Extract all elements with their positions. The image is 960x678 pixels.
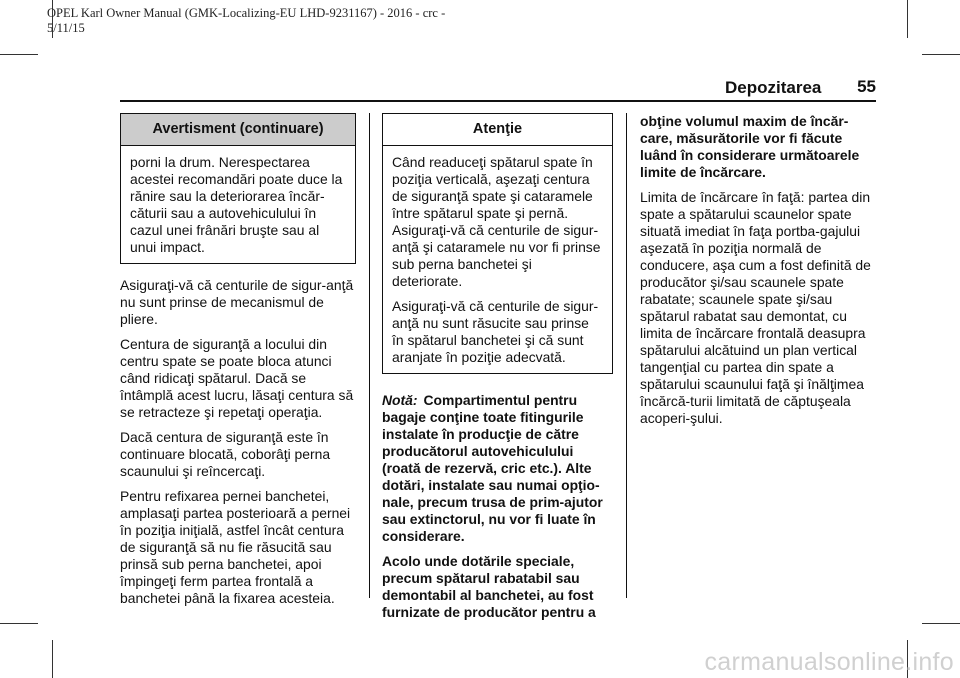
crop-mark xyxy=(907,0,908,38)
warning-text: porni la drum. Nerespectarea acestei recomandări poate duce la rănire sau la deteriorarea încăr-căturii sau a autovehiculului în cazul unei frânări bruşte sau al unui impact. xyxy=(130,154,343,255)
crop-mark xyxy=(52,640,53,678)
crop-mark xyxy=(0,623,38,624)
caution-text: Asiguraţi-vă că centurile de sigur-anţă nu sunt răsucite sau prinse în spătarul banchetei şi că sunt aranjate în poziţie adecvată. xyxy=(392,298,599,365)
paragraph: Limita de încărcare în faţă: partea din spate a spătarului scaunelor spate situată imediat în faţa portba-gajului aşezată în poziţia normală de conducere, aşa cum a fost definită de producător şi/sau scaunele spate rabatate; scaunele spate şi/sau spătarul rabatat sau demontat, cu limita de încărcare frontală deasupra spătarului alcătuind un plan vertical tangenţial cu partea din spate a spătarului scaunului faţă şi înălţimea încărcă-turii limitată de căptuşeala acoperi-şului. xyxy=(640,189,871,426)
header-rule xyxy=(120,100,876,102)
note-text: Compartimentul pentru bagaje conţine toate fitingurile instalate în producţie de către producătorul autovehiculului (roată de rezervă, cric etc.). Alte dotări, instalate sau numai opţio-nale, precum trusa de prim-ajutor sau extinctorul, nu vor fi luate în considerare. xyxy=(382,392,603,544)
crop-mark xyxy=(922,623,960,624)
caution-box xyxy=(382,113,613,374)
section-title: Depozitarea xyxy=(725,78,822,97)
meta-date: 5/11/15 xyxy=(47,21,85,35)
crop-mark xyxy=(0,54,38,55)
document-meta xyxy=(47,6,445,36)
bold-paragraph: Acolo unde dotările speciale, precum spătarul rabatabil sau demontabil al banchetei, au fost furnizate de producător pentru a xyxy=(382,553,596,620)
column-divider xyxy=(626,113,627,598)
bold-paragraph: obţine volumul maxim de încăr-care, măsurătorile vor fi făcute luând în considerare următoarele limite de încărcare. xyxy=(640,113,860,180)
caution-title: Atenţie xyxy=(383,114,612,146)
meta-line: OPEL Karl Owner Manual (GMK-Localizing-EU LHD-9231167) - 2016 - crc - xyxy=(47,6,446,20)
caution-text: Când readuceţi spătarul spate în poziţia verticală, aşezaţi centura de siguranţă spate şi cataramele între spătarul spate şi pernă. Asiguraţi-vă că centurile de sigur-anţă şi cataramele nu vor fi prinse sub perna banchetei şi deteriorate. xyxy=(392,154,601,289)
caution-body xyxy=(383,146,612,373)
paragraph: Pentru refixarea pernei banchetei, amplasaţi partea posterioară a pernei în poziţia iniţială, astfel încât centura de siguranţă să nu fie răsucită sau prinsă sub perna banchetei, apoi împingeţi ferm partea frontală a banchetei până la fixarea acesteia. xyxy=(120,488,351,606)
paragraph: Dacă centura de siguranţă este în continuare blocată, coborâţi perna scaunului şi reîncercaţi. xyxy=(120,429,331,479)
watermark: carmanualsonline.info xyxy=(704,648,954,676)
column-3 xyxy=(640,113,876,435)
paragraph: Centura de siguranţă a locului din centru spate se poate bloca atunci când ridicaţi spătarul. Dacă se întâmplă acest lucru, lăsaţi centura să se retracteze şi repetaţi operaţia. xyxy=(120,336,354,420)
note-label: Notă: xyxy=(382,392,418,408)
warning-title: Avertisment (continuare) xyxy=(121,114,355,146)
note xyxy=(382,392,613,545)
page-number: 55 xyxy=(857,77,876,96)
paragraph: Asiguraţi-vă că centurile de sigur-anţă nu sunt prinse de mecanismul de pliere. xyxy=(120,277,354,327)
column-1 xyxy=(120,113,356,615)
column-divider xyxy=(369,113,370,598)
warning-body xyxy=(121,146,355,263)
warning-box xyxy=(120,113,356,264)
column-2 xyxy=(382,113,613,629)
crop-mark xyxy=(922,54,960,55)
